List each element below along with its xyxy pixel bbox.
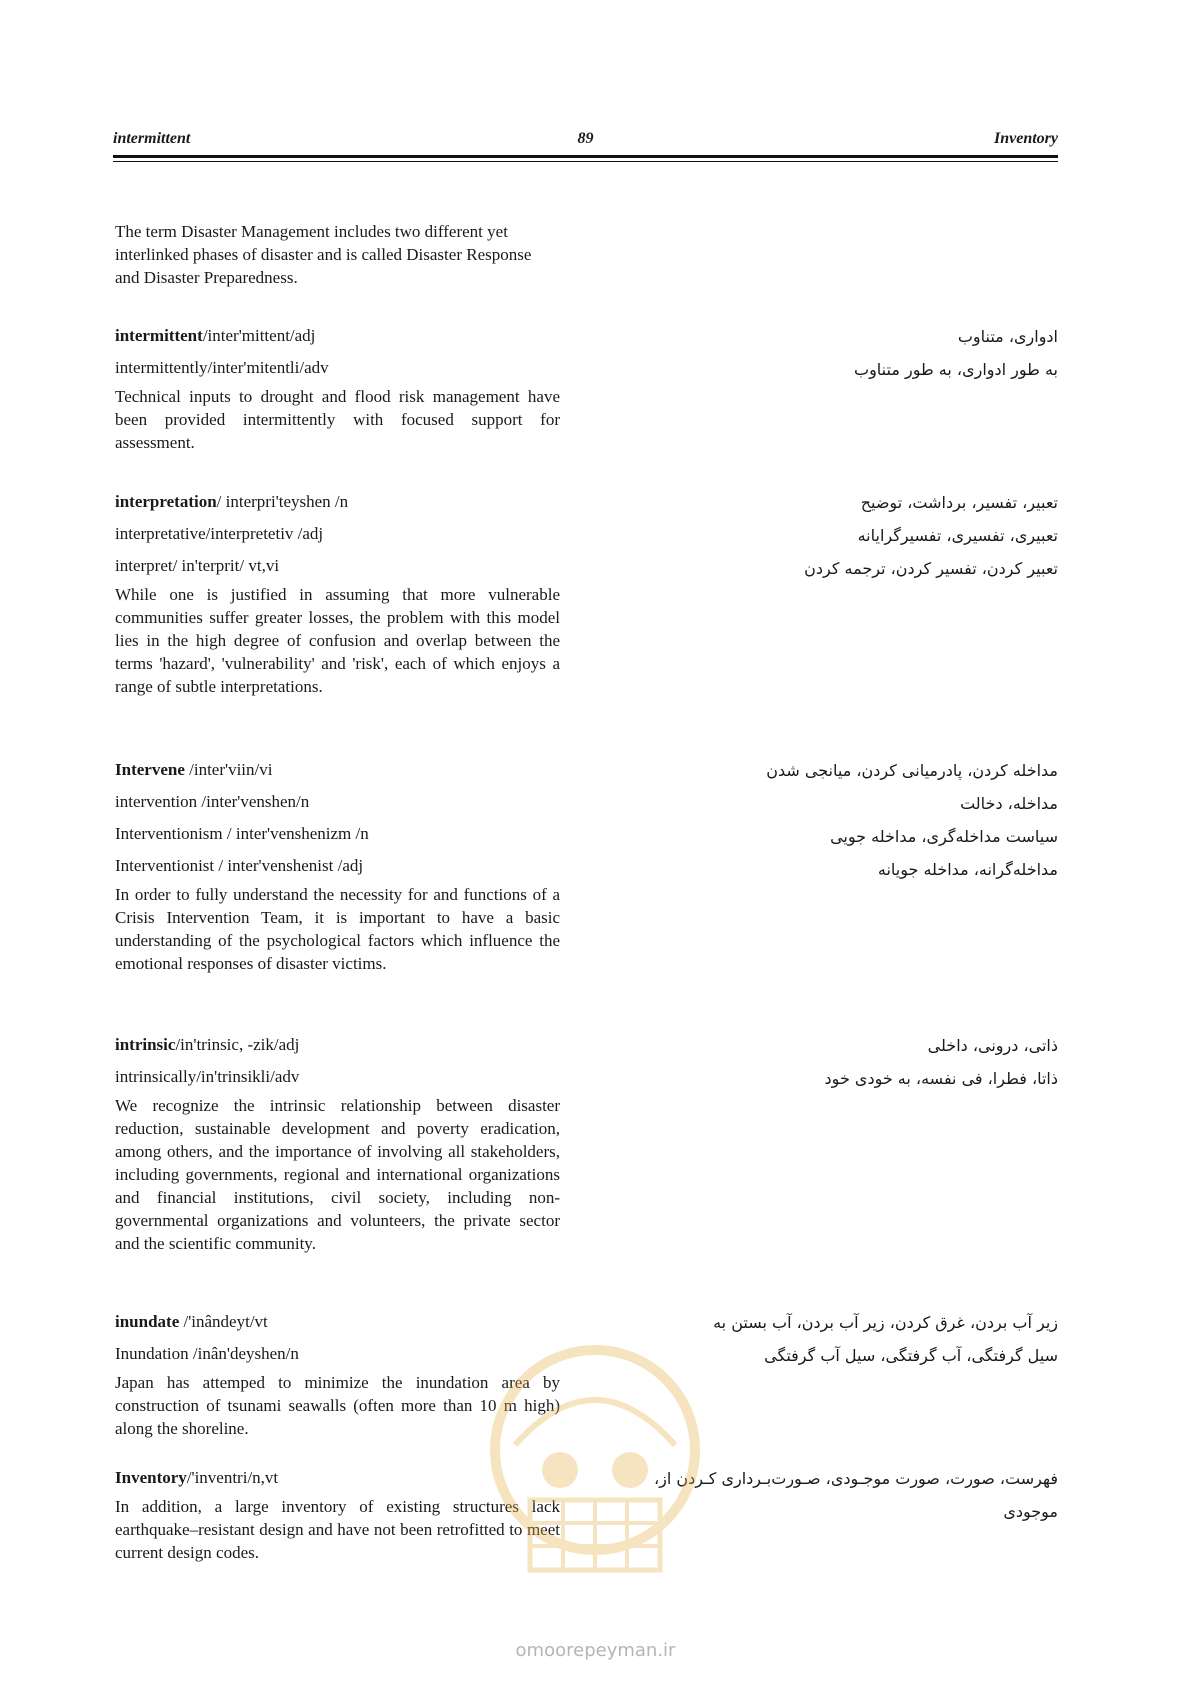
entry-headword-line [115,490,560,513]
entry-headword-line [115,758,560,781]
intro-paragraph [115,220,560,289]
entry-intermittent [115,324,560,454]
headword: intermittent [115,326,203,345]
persian-meaning: مداخله، دخالت [960,794,1058,813]
example-sentence: Technical inputs to drought and flood risk management have been provided intermittently with focused support for assessment. [115,387,560,452]
persian-meaning: تعبیر کردن، تفسیر کردن، ترجمه کردن [804,559,1058,578]
persian-meaning: تعبیری، تفسیری، تفسیرگرایانه [857,526,1058,545]
header-left-word: intermittent [113,130,191,147]
persian-meaning: مداخله‌گرانه، مداخله جویانه [877,860,1058,879]
entry-headword-line [115,1033,560,1056]
sub-term: intermittently/inter'mitentli/adv [115,358,329,377]
persian-meaning: به طور ادواری، به طور متناوب [854,360,1058,379]
persian-meaning: ادواری، متناوب [957,327,1058,346]
example-sentence: In addition, a large inventory of existing structures lack earthquake–resistant design and have not been retrofitted to meet current design codes. [115,1497,560,1562]
persian-meaning: ذاتا، فطرا، فی نفسه، به خودی خود [824,1069,1058,1088]
sub-term: interpretative/interpretetiv /adj [115,524,324,543]
sub-term: intrinsically/in'trinsikli/adv [115,1067,300,1086]
example-sentence: In order to fully understand the necessity for and functions of a Crisis Intervention Team, it is important to have a basic understanding of the psychological factors which influence the emotional responses of disaster victims. [115,885,560,973]
headword: Inventory [115,1468,187,1487]
header-right-word: Inventory [994,130,1058,147]
headword: Intervene [115,760,185,779]
sub-term: interpret/ in'terprit/ vt,vi [115,556,280,575]
pronunciation: /'inândeyt/vt [179,1312,268,1331]
sub-term: Interventionist / inter'venshenist /adj [115,856,364,875]
entry-intrinsic-persian [538,1029,1058,1095]
entry-intervene-persian [538,754,1058,886]
persian-meaning: مداخله کردن، پادرمیانی کردن، میانجی شدن [766,761,1058,780]
headword: interpretation [115,492,217,511]
persian-meaning: سیل گرفتگی، آب گرفتگی، سیل آب گرفتگی [764,1346,1058,1365]
persian-meaning: فهرست، صورت، صورت موجـودی، صـورت‌بـرداری کـردن از، [653,1469,1058,1488]
header-rule-thin [113,161,1058,162]
watermark-text: omoorepeyman.ir [515,1640,676,1661]
sub-term: intervention /inter'venshen/n [115,792,310,811]
persian-meaning: تعبیر، تفسیر، برداشت، توضیح [860,493,1058,512]
example-sentence: Japan has attemped to minimize the inundation area by construction of tsunami seawalls (often more than 10 m high) along the shoreline. [115,1373,560,1438]
entry-interpretation-persian [538,486,1058,585]
example-sentence: While one is justified in assuming that more vulnerable communities suffer greater losses, the problem with this model lies in the high degree of confusion and overlap between the terms 'hazard', 'vulnerability' and 'risk', each of which enjoys a range of subtle interpretations. [115,585,560,696]
headword: intrinsic [115,1035,176,1054]
header-rule-thick [113,155,1058,158]
entry-headword-line [115,324,560,347]
headword: inundate [115,1312,180,1331]
entry-headword-line [115,1310,560,1333]
persian-meaning: موجودی [1003,1502,1058,1521]
sub-term: Interventionism / inter'venshenizm /n [115,824,369,843]
persian-meaning: سیاست مداخله‌گری، مداخله جویی [830,827,1058,846]
pronunciation: /inter'viin/vi [184,760,273,779]
pronunciation: / interpri'teyshen /n [216,492,349,511]
page-number: 89 [577,130,594,147]
entry-intrinsic [115,1033,560,1255]
watermark-logo [475,1335,715,1610]
pronunciation: /inter'mittent/adj [202,326,316,345]
persian-meaning: زیر آب بردن، غرق کردن، زیر آب بردن، آب بستن به [713,1313,1058,1332]
pronunciation: /'inventri/n,vt [186,1468,279,1487]
entry-intervene [115,758,560,975]
sub-term: Inundation /inân'deyshen/n [115,1344,299,1363]
example-sentence: We recognize the intrinsic relationship between disaster reduction, sustainable development and poverty eradication, among others, and the importance of involving all stakeholders, including governments, regional and international organizations and financial institutions, civil society, including non-governmental organizations and volunteers, the private sector and the scientific community. [115,1096,560,1253]
entry-interpretation [115,490,560,698]
persian-meaning: ذاتی، درونی، داخلی [927,1036,1058,1055]
intro-text: The term Disaster Management includes two different yet interlinked phases of disaster and is called Disaster Response and Disaster Preparedness. [115,222,532,287]
pronunciation: /in'trinsic, -zik/adj [175,1035,300,1054]
entry-intermittent-persian [538,320,1058,386]
